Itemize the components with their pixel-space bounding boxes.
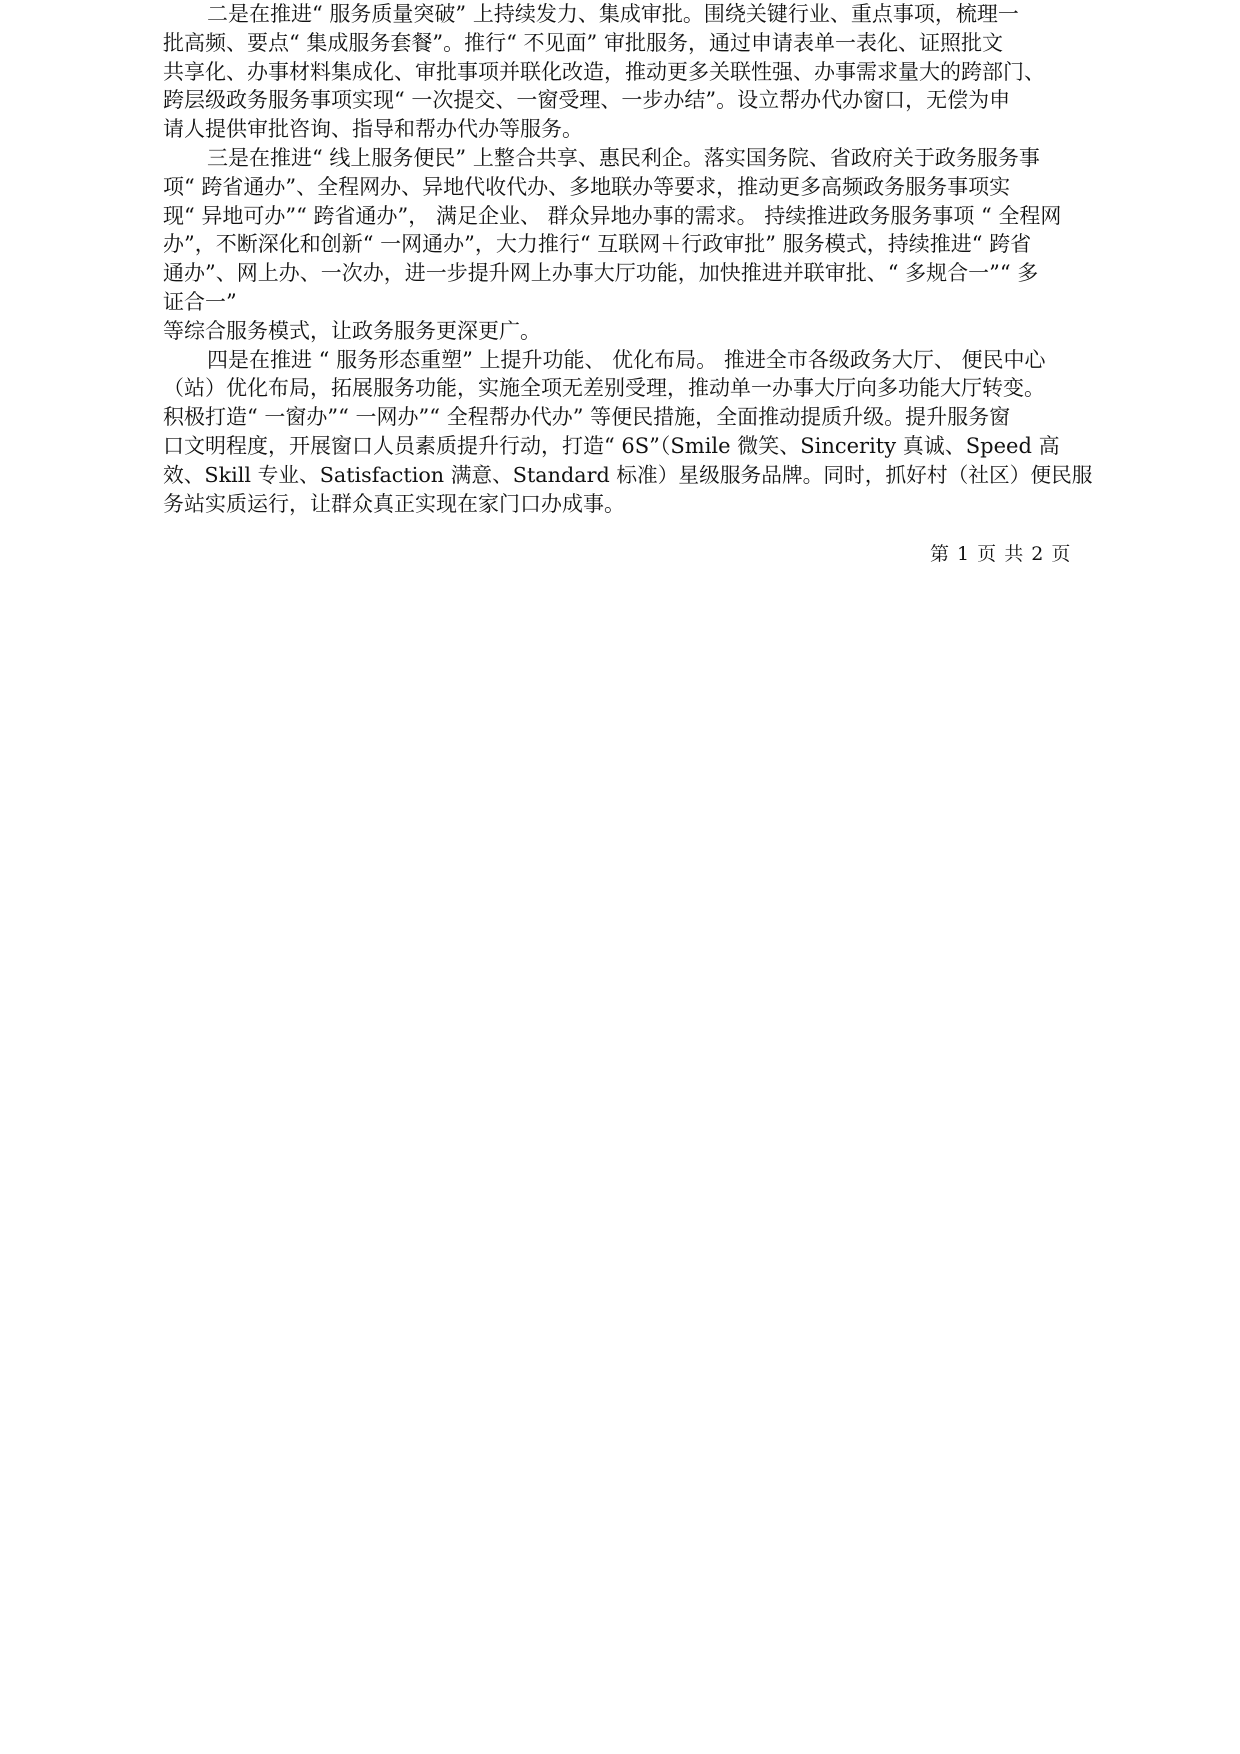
paragraph-line: （站）优化布局，拓展服务功能，实施全项无差别受理，推动单一办事大厅向多功能大厅转变。 [163,376,1045,401]
paragraph-line: 务站实质运行，让群众真正实现在家门口办成事。 [163,491,625,516]
paragraph-line: 等综合服务模式，让政务服务更深更广。 [163,318,541,343]
paragraph-line: 办”，不断深化和创新“ 一网通办”，大力推行“ 互联网＋行政审批” 服务模式，持续推进“ 跨省 [163,232,1032,257]
paragraph-line: 通办”、网上办、一次办，进一步提升网上办事大厅功能，加快推进并联审批、“ 多规合一”“ 多 [163,261,1039,286]
paragraph-line: 请人提供审批咨询、指导和帮办代办等服务。 [163,117,583,142]
paragraph-line: 积极打造“ 一窗办”“ 一网办”“ 全程帮办代办” 等便民措施，全面推动提质升级。提升服务窗 [163,405,1011,430]
paragraph-line: 项“ 跨省通办”、全程网办、异地代收代办、多地联办等要求，推动更多高频政务服务事项实 [163,174,1011,199]
paragraph-line: 共享化、办事材料集成化、审批事项并联化改造，推动更多关联性强、办事需求量大的跨部门、 [163,59,1045,84]
paragraph-line: 现“ 异地可办”“ 跨省通办”， 满足企业、 群众异地办事的需求。 持续推进政务服务事项 “ 全程网 [163,203,1062,228]
document-body [163,0,1093,518]
paragraph-line: 效、Skill 专业、Satisfaction 满意、Standard 标准）星级服务品牌。同时，抓好村（社区）便民服 [163,462,1093,487]
paragraph-line: 批高频、要点“ 集成服务套餐”。推行“ 不见面” 审批服务，通过申请表单一表化、证照批文 [163,30,1003,55]
paragraph-line: 口文明程度，开展窗口人员素质提升行动，打造“ 6S”（Smile 微笑、Sincerity 真诚、Speed 高 [163,433,1060,458]
paragraph-first-line: 二是在推进“ 服务质量突破” 上持续发力、集成审批。围绕关键行业、重点事项，梳理一 [207,2,1019,26]
page-number-footer: 第 1 页 共 2 页 [930,543,1072,565]
paragraph-line: 证合一” [163,289,237,314]
paragraph-line: 跨层级政务服务事项实现“ 一次提交、一窗受理、一步办结”。设立帮办代办窗口，无偿为申 [163,88,1011,113]
paragraph-first-line: 三是在推进“ 线上服务便民” 上整合共享、惠民利企。落实国务院、省政府关于政务服务事 [207,145,1040,170]
paragraph-first-line: 四是在推进 “ 服务形态重塑” 上提升功能、 优化布局。 推进全市各级政务大厅、 便民中心 [207,347,1046,372]
